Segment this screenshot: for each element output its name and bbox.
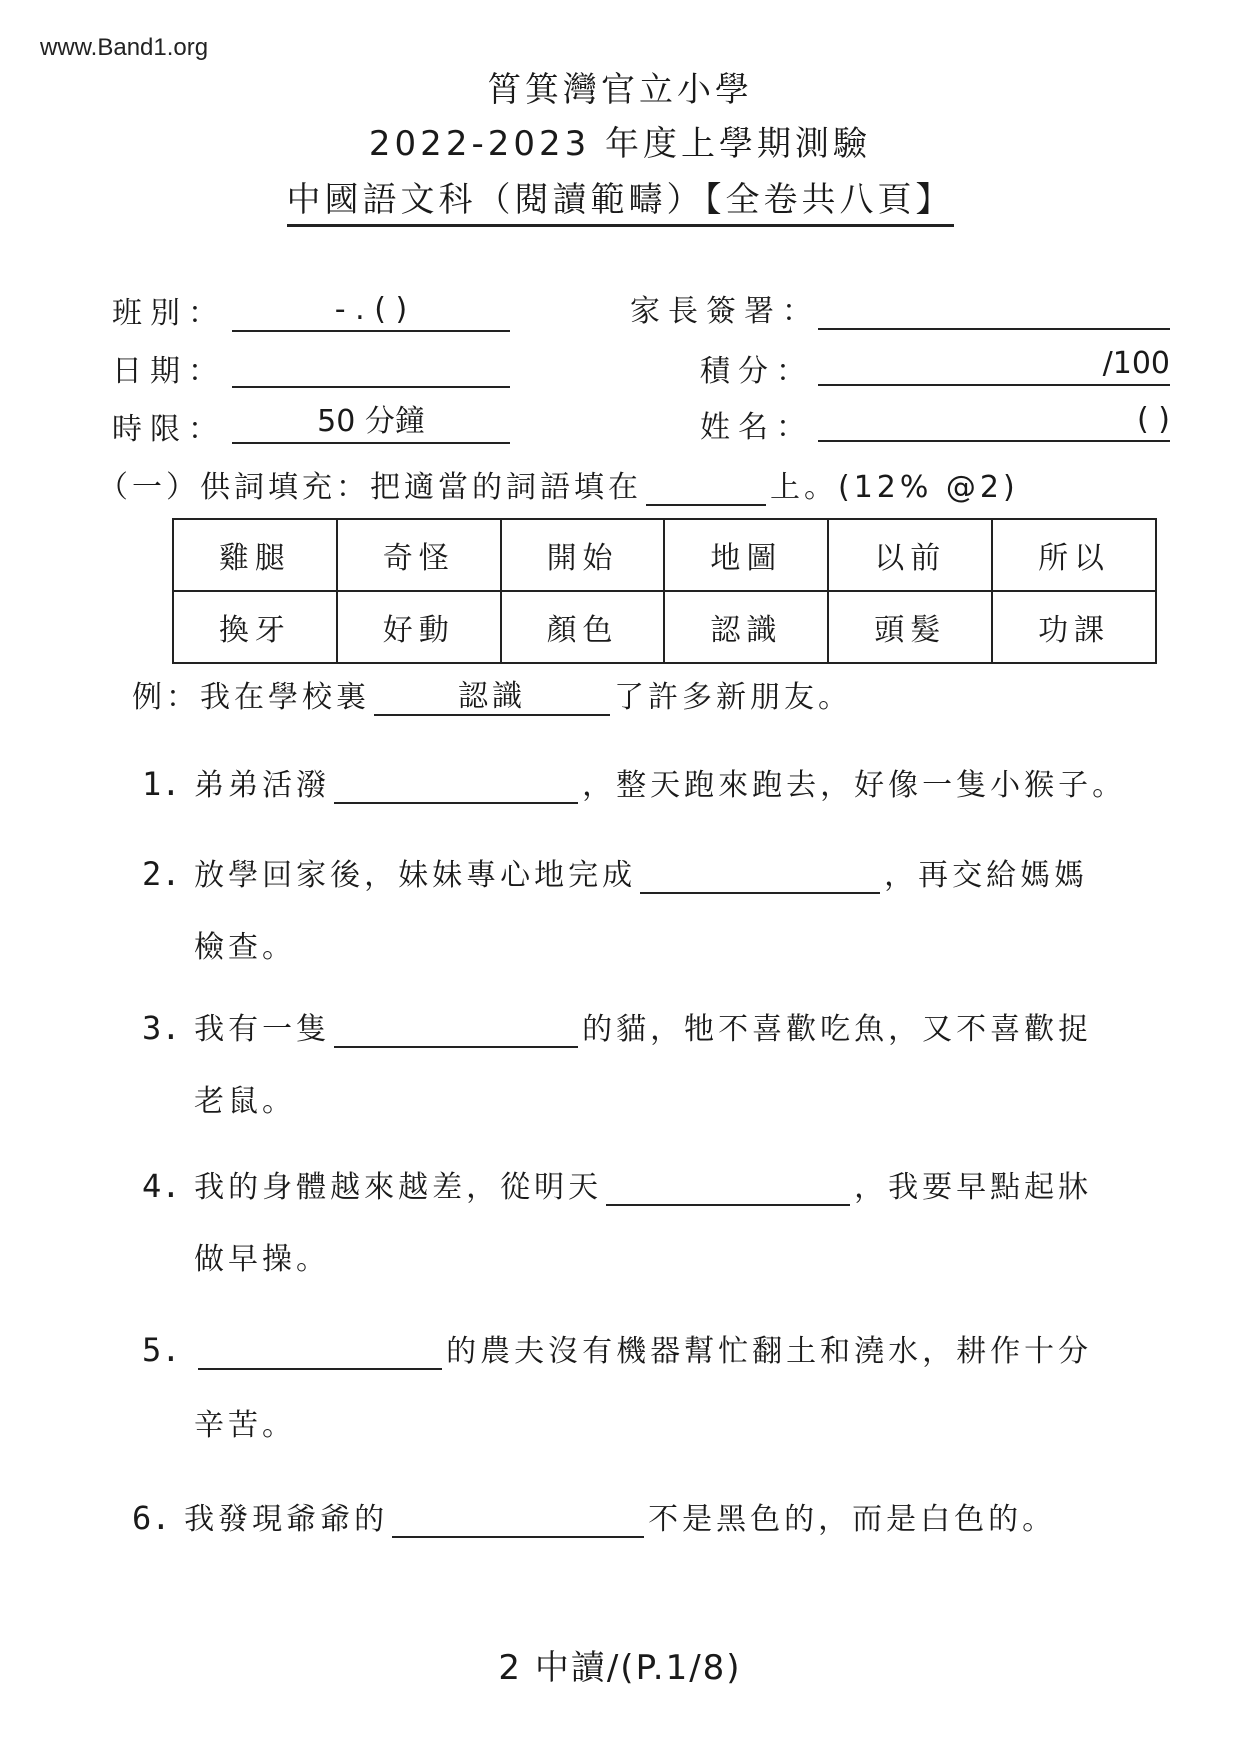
word-bank-cell: 地圖: [664, 519, 828, 591]
section-title-tail: 上。(12% @2): [770, 470, 1019, 505]
question-text-before: 弟弟活潑: [194, 768, 331, 803]
section-heading: [98, 462, 1019, 506]
word-bank-cell: 以前: [828, 519, 992, 591]
question-3: [142, 1004, 1092, 1048]
page-footer: 2 中讀/(P.1/8): [498, 1648, 742, 1688]
example-line: [132, 672, 852, 716]
name-label: 姓名：: [700, 410, 814, 445]
word-bank-cell: 開始: [501, 519, 665, 591]
question-text-after: ，我要早點起牀: [854, 1170, 1093, 1205]
question-text-after: ，整天跑來跑去，好像一隻小猴子。: [582, 768, 1127, 803]
question-5-continuation: 辛苦。: [194, 1408, 296, 1443]
word-bank-cell: 認識: [664, 591, 828, 663]
time-limit-field: 50 分鐘: [232, 402, 510, 444]
question-text-after: 不是黑色的，而是白色的。: [648, 1502, 1057, 1537]
question-text-after: ，再交給媽媽: [884, 858, 1089, 893]
class-field[interactable]: - . ( ): [232, 290, 510, 332]
question-4-continuation: 做早操。: [194, 1242, 330, 1277]
name-field[interactable]: ( ): [818, 400, 1170, 442]
parent-signature-field[interactable]: [818, 288, 1170, 330]
word-bank-cell: 好動: [337, 591, 501, 663]
section-title: （一）供詞填充：把適當的詞語填在: [98, 470, 642, 505]
example-answer: 認識: [374, 680, 610, 716]
question-number: 2.: [142, 855, 181, 893]
question-4: [142, 1162, 1092, 1206]
question-number: 1.: [142, 765, 181, 803]
date-field[interactable]: [232, 346, 510, 388]
score-field: /100: [818, 344, 1170, 386]
question-text-before: 我有一隻: [194, 1012, 331, 1047]
word-bank-cell: 換牙: [173, 591, 337, 663]
question-number: 3.: [142, 1009, 181, 1047]
word-bank-cell: 雞腿: [173, 519, 337, 591]
question-text-before: 我的身體越來越差，從明天: [194, 1170, 603, 1205]
question-number: 5.: [142, 1331, 181, 1369]
subject-title-text: 中國語文科（閱讀範疇）【全卷共八頁】: [287, 180, 954, 227]
example-prefix: 例：我在學校裏: [132, 680, 370, 715]
section-blank: [646, 470, 766, 506]
question-3-continuation: 老鼠。: [194, 1084, 296, 1119]
question-1: [142, 760, 1126, 804]
question-text-before: 我發現爺爺的: [184, 1502, 389, 1537]
answer-blank[interactable]: [198, 1334, 442, 1370]
question-2: [142, 850, 1088, 894]
word-bank-row: [173, 591, 1156, 663]
answer-blank[interactable]: [334, 1012, 578, 1048]
answer-blank[interactable]: [606, 1170, 850, 1206]
word-bank-table: [172, 518, 1157, 664]
school-name: 筲箕灣官立小學: [487, 70, 753, 110]
question-6: [132, 1494, 1056, 1538]
class-label: 班別：: [112, 296, 226, 331]
answer-blank[interactable]: [334, 768, 578, 804]
answer-blank[interactable]: [640, 858, 880, 894]
watermark: www.Band1.org: [40, 34, 209, 61]
question-5: [142, 1326, 1092, 1370]
term-title: 2022-2023 年度上學期測驗: [368, 124, 872, 164]
question-text-after: 的農夫沒有機器幫忙翻土和澆水，耕作十分: [446, 1334, 1093, 1369]
question-number: 6.: [132, 1499, 171, 1537]
question-2-continuation: 檢查。: [194, 930, 296, 965]
word-bank-cell: 頭髮: [828, 591, 992, 663]
score-label: 積分：: [700, 354, 814, 389]
subject-title: [0, 172, 1240, 221]
question-number: 4.: [142, 1167, 181, 1205]
word-bank-cell: 功課: [992, 591, 1156, 663]
word-bank-cell: 奇怪: [337, 519, 501, 591]
word-bank-row: [173, 519, 1156, 591]
date-label: 日期：: [112, 354, 226, 389]
example-suffix: 了許多新朋友。: [614, 680, 852, 715]
question-text-before: 放學回家後，妹妹專心地完成: [194, 858, 637, 893]
parent-signature-label: 家長簽署：: [630, 294, 820, 329]
answer-blank[interactable]: [392, 1502, 644, 1538]
word-bank-cell: 所以: [992, 519, 1156, 591]
time-limit-label: 時限：: [112, 412, 226, 447]
question-text-after: 的貓，牠不喜歡吃魚，又不喜歡捉: [582, 1012, 1093, 1047]
word-bank-cell: 顏色: [501, 591, 665, 663]
